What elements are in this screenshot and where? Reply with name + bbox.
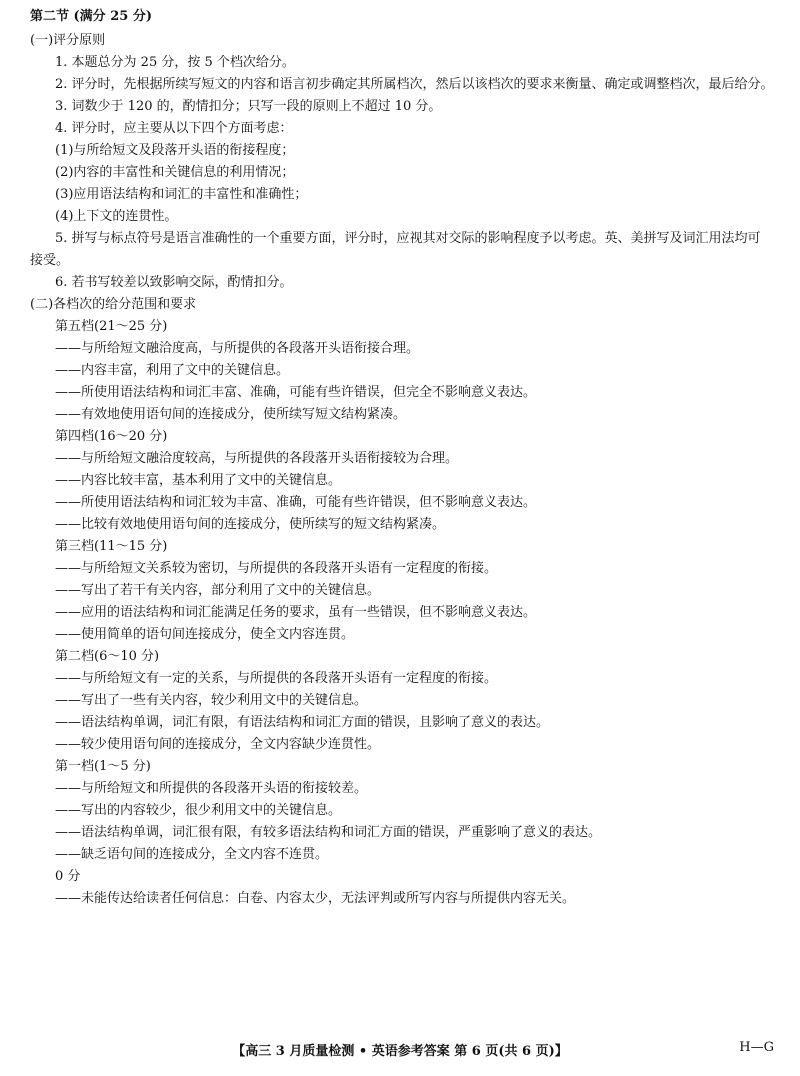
level-item: ——缺乏语句间的连接成分，全文内容不连贯。	[55, 847, 329, 862]
level-item: ——未能传达给读者任何信息：白卷、内容太少，无法评判或所写内容与所提供内容无关。	[55, 891, 576, 906]
level-title: 第五档(21～25 分)	[55, 319, 168, 334]
rule-line: 4. 评分时，应主要从以下四个方面考虑：	[55, 121, 293, 136]
level-item: ——写出了若干有关内容，部分利用了文中的关键信息。	[55, 583, 381, 598]
level-item: ——与所给短文融洽度较高，与所提供的各段落开头语衔接较为合理。	[55, 451, 459, 466]
level-title: 第二档(6～10 分)	[55, 649, 160, 664]
level-item: ——比较有效地使用语句间的连接成分，使所续写的短文结构紧凑。	[55, 517, 446, 532]
rule-line: 2. 评分时，先根据所续写短文的内容和语言初步确定其所属档次，然后以该档次的要求来衡量、确定或调整档次，最后给分。	[55, 77, 774, 92]
rule-line: 3. 词数少于 120 的，酌情扣分；只写一段的原则上不超过 10 分。	[55, 99, 442, 114]
level-item: ——语法结构单调，词汇有限，有语法结构和词汇方面的错误，且影响了意义的表达。	[55, 715, 550, 730]
level-item: ——与所给短文有一定的关系，与所提供的各段落开头语有一定程度的衔接。	[55, 671, 498, 686]
level-item: ——使用简单的语句间连接成分，使全文内容连贯。	[55, 627, 355, 642]
page-footer: 【高三 3 月质量检测 • 英语参考答案 第 6 页(共 6 页)】	[232, 1044, 568, 1059]
rule-line: (3)应用语法结构和词汇的丰富性和准确性；	[55, 187, 308, 202]
rule-line: 5. 拼写与标点符号是语言准确性的一个重要方面，评分时，应视其对交际的影响程度予以考虑。英、美拼写及词汇用法均可	[55, 231, 761, 246]
level-item: ——所使用语法结构和词汇较为丰富、准确，可能有些许错误，但不影响意义表达。	[55, 495, 537, 510]
level-item: ——所使用语法结构和词汇丰富、准确，可能有些许错误，但完全不影响意义表达。	[55, 385, 537, 400]
level-item: ——与所给短文和所提供的各段落开头语的衔接较差。	[55, 781, 368, 796]
section-title: 第二节 (满分 25 分)	[30, 9, 152, 24]
level-title: 第三档(11～15 分)	[55, 539, 168, 554]
rule-line: 6. 若书写较差以致影响交际，酌情扣分。	[55, 275, 293, 290]
level-item: ——与所给短文关系较为密切，与所提供的各段落开头语有一定程度的衔接。	[55, 561, 498, 576]
level-item: ——内容比较丰富，基本利用了文中的关键信息。	[55, 473, 342, 488]
level-item: ——应用的语法结构和词汇能满足任务的要求，虽有一些错误，但不影响意义表达。	[55, 605, 537, 620]
part1-heading: (一)评分原则	[30, 33, 106, 48]
level-item: ——与所给短文融洽度高，与所提供的各段落开头语衔接合理。	[55, 341, 420, 356]
level-item: ——较少使用语句间的连接成分，全文内容缺少连贯性。	[55, 737, 381, 752]
rule-line: 1. 本题总分为 25 分，按 5 个档次给分。	[55, 55, 295, 70]
part2-heading: (二)各档次的给分范围和要求	[30, 297, 197, 312]
level-item: ——语法结构单调，词汇很有限，有较多语法结构和词汇方面的错误，严重影响了意义的表达。	[55, 825, 602, 840]
rule-line: (1)与所给短文及段落开头语的衔接程度；	[55, 143, 295, 158]
rule-line: (2)内容的丰富性和关键信息的利用情况；	[55, 165, 295, 180]
level-item: ——写出了一些有关内容，较少利用文中的关键信息。	[55, 693, 368, 708]
paper-code: H—G	[739, 1040, 774, 1055]
rule-line: 接受。	[30, 253, 70, 268]
level-title: 第四档(16～20 分)	[55, 429, 168, 444]
level-item: ——内容丰富，利用了文中的关键信息。	[55, 363, 290, 378]
level-item: ——有效地使用语句间的连接成分，使所续写短文结构紧凑。	[55, 407, 407, 422]
level-title: 第一档(1～5 分)	[55, 759, 151, 774]
rule-line: (4)上下文的连贯性。	[55, 209, 178, 224]
level-title: 0 分	[55, 869, 81, 884]
level-item: ——写出的内容较少，很少利用文中的关键信息。	[55, 803, 342, 818]
